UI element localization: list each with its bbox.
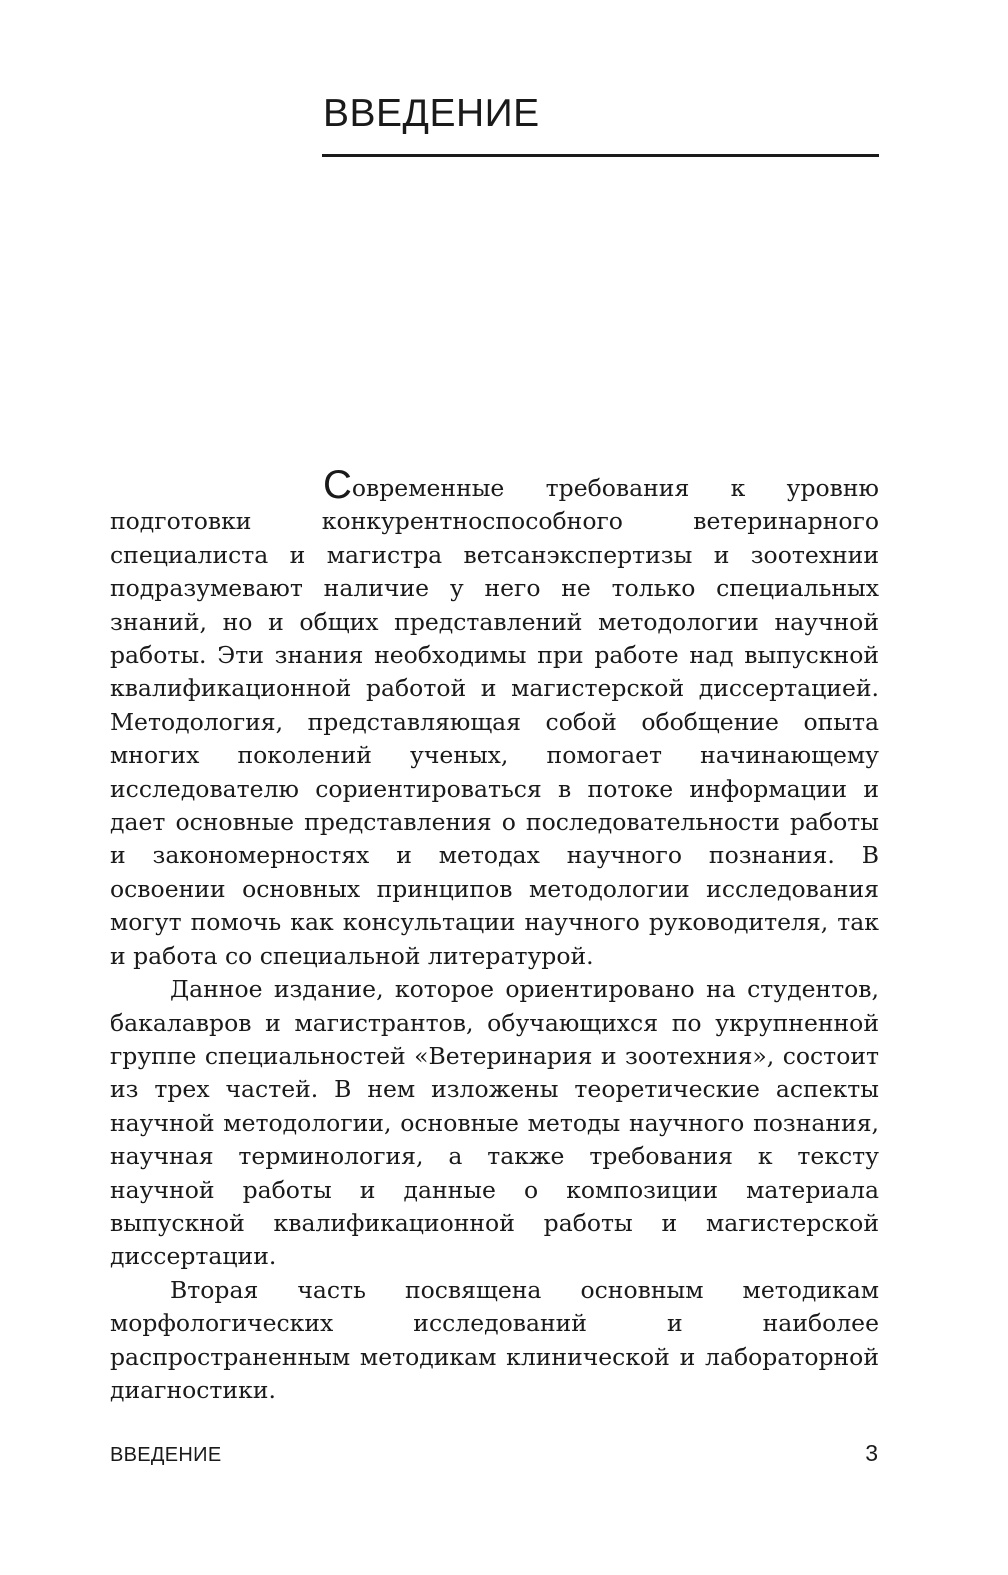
- paragraph-2: Данное издание, которое ориентировано на студентов, бакалавров и магистрантов, обучающихся по укрупненной группе специальностей «Ветеринария и зоотехния», состоит из трех частей. В нем изложены теоретические аспекты научной методологии, основные методы научного познания, научная терминология, а также требования к тексту научной работы и данные о композиции материала выпускной квалификационной работы и магистерской диссертации.: [110, 975, 879, 1271]
- paragraph-3: Вторая часть посвящена основным методикам морфологических исследований и наиболее распространенным методикам клинической и лабораторной диагностики.: [110, 1275, 879, 1404]
- chapter-title: ВВЕДЕНИЕ: [323, 92, 540, 135]
- initial-letter: С: [323, 463, 352, 507]
- paragraph-1: [110, 463, 879, 973]
- body-text: [110, 463, 879, 1407]
- paragraph-1-text: овременные требования к уровню подготовки конкурентноспособного ветеринарного специалиста и магистра ветсанэкспертизы и зоотехнии подразумевают наличие у него не только специальных знаний, но и общих представлений методологии научной работы. Эти знания необходимы при работе над выпускной квалификационной работой и магистерской диссертацией. Методология, представляющая собой обобщение опыта многих поколений ученых, помогает начинающему исследователю сориентироваться в потоке информации и дает основные представления о последовательности работы и закономерностях и методах научного познания. В освоении основных принципов методологии исследования могут помочь как консультации научного руководителя, так и работа со специальной литературой.: [110, 474, 879, 970]
- title-underline: [322, 154, 879, 157]
- running-footer: ВВЕДЕНИЕ: [110, 1444, 222, 1466]
- page-number: 3: [865, 1440, 878, 1466]
